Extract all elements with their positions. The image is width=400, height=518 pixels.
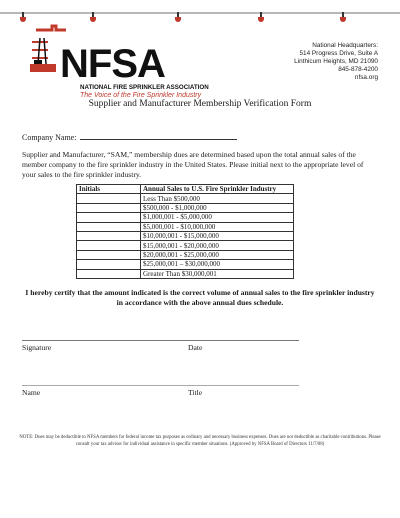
sales-range-cell: Greater Than $30,000,001: [141, 269, 294, 278]
table-row: [77, 231, 294, 240]
company-name-label: Company Name:: [22, 133, 77, 142]
table-row: [77, 194, 294, 203]
sprinkler-head-icon: [340, 12, 346, 22]
initials-cell[interactable]: [77, 250, 141, 259]
logo-tagline: The Voice of the Fire Sprinkler Industry: [80, 92, 202, 99]
sales-range-cell: $15,000,001 - $20,000,000: [141, 241, 294, 250]
sprinkler-head-icon: [258, 12, 264, 22]
initials-cell[interactable]: [77, 260, 141, 269]
certification-statement: I hereby certify that the amount indicated is the correct volume of annual sales to the fire sprinkler industry in accordance with the above annual dues schedule.: [25, 288, 375, 307]
table-row: [77, 222, 294, 231]
title-label: Title: [188, 388, 203, 397]
company-name-field[interactable]: [22, 132, 237, 142]
hq-city: Linthicum Heights, MD 21090: [294, 58, 378, 65]
initials-cell[interactable]: [77, 241, 141, 250]
date-label: Date: [188, 343, 203, 352]
table-row: [77, 203, 294, 212]
name-label: Name: [22, 388, 41, 397]
name-title-line[interactable]: [22, 385, 299, 386]
nfsa-logo: [22, 20, 209, 99]
tax-note: NOTE: Dues may be deductible to NFSA members for federal income tax purposes as ordinary and necessary business expenses. Dues are not deductible as charitable contributions. Please consult your tax advisor for individual assistance in specific member situations. (Approved by NFSA Board of Directors 11/7/08): [19, 435, 381, 447]
table-row: [77, 260, 294, 269]
table-row: [77, 241, 294, 250]
initials-cell[interactable]: [77, 231, 141, 240]
hq-title: National Headquarters:: [312, 42, 378, 49]
sales-range-cell: Less Than $500,000: [141, 194, 294, 203]
signature-label: Signature: [22, 343, 52, 352]
company-name-input-line[interactable]: [80, 132, 237, 140]
sales-range-cell: $1,000,001 - $5,000,000: [141, 213, 294, 222]
table-row: [77, 213, 294, 222]
signature-line[interactable]: [22, 340, 299, 341]
initials-cell[interactable]: [77, 203, 141, 212]
initials-cell[interactable]: [77, 222, 141, 231]
initials-cell[interactable]: [77, 269, 141, 278]
sales-range-cell: $20,000,001 - $25,000,000: [141, 250, 294, 259]
initials-cell[interactable]: [77, 194, 141, 203]
table-row: [77, 250, 294, 259]
sales-range-cell: $10,000,001 - $15,000,000: [141, 231, 294, 240]
headquarters-address: [294, 42, 378, 82]
hq-website: nfsa.org: [354, 74, 378, 81]
sales-range-cell: $5,000,001 - $10,000,000: [141, 222, 294, 231]
logo-wordmark: NFSA: [60, 42, 165, 86]
hq-street: 514 Progress Drive, Suite A: [299, 50, 378, 57]
table-header-initials: Initials: [77, 185, 141, 194]
table-row: [77, 269, 294, 278]
sales-range-cell: $500,000 - $1,000,000: [141, 203, 294, 212]
intro-paragraph: Supplier and Manufacturer, “SAM,” membership dues are determined based upon the total annual sales of the member company to the fire sprinkler industry in the United States. Please initial next to the appropriate level of your sales to the fire sprinkler industry.: [22, 150, 364, 179]
hq-phone: 845-878-4200: [338, 66, 378, 73]
initials-cell[interactable]: [77, 213, 141, 222]
form-title: Supplier and Manufacturer Membership Verification Form: [88, 99, 312, 109]
table-header-sales: Annual Sales to U.S. Fire Sprinkler Industry: [141, 185, 294, 194]
logo-association-name: NATIONAL FIRE SPRINKLER ASSOCIATION: [80, 84, 209, 91]
dues-table: [76, 184, 294, 279]
sales-range-cell: $25,000,001 – $30,000,000: [141, 260, 294, 269]
